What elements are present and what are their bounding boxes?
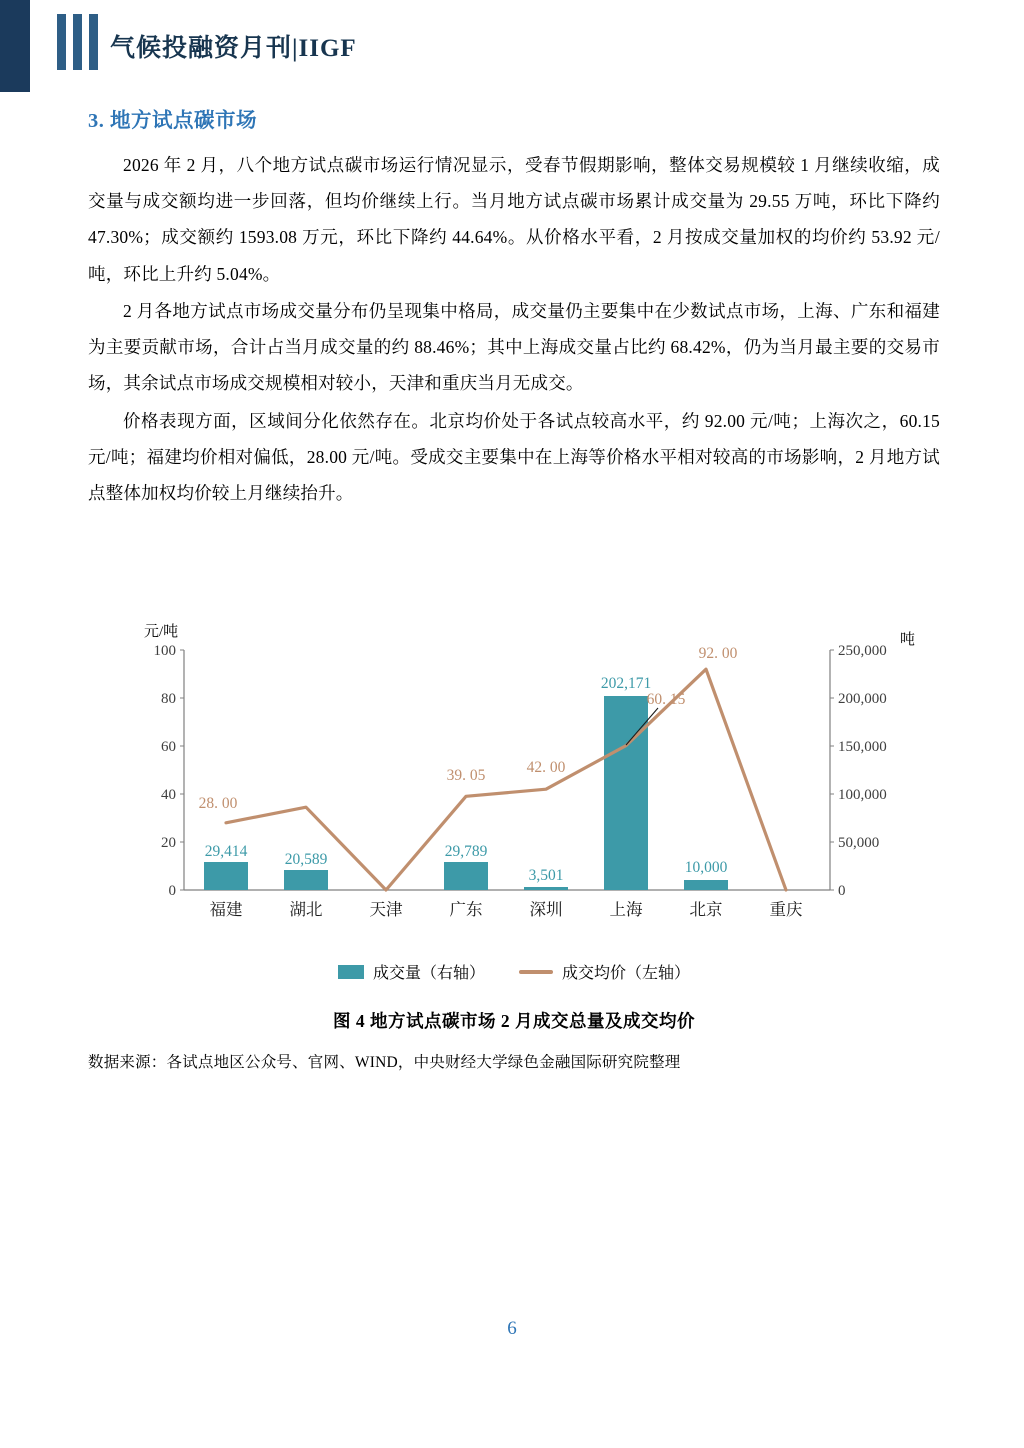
bar-label-hubei: 20,589: [284, 851, 328, 868]
paragraph-2: 2 月各地方试点市场成交量分布仍呈现集中格局，成交量仍主要集中在少数试点市场，上海、广东和福建为主要贡献市场，合计占当月成交量的约 88.46%；其中上海成交量占比约 68.42%，仍为当月最主要的交易市场，其余试点市场成交规模相对较小，天津和重庆当月无成交。: [88, 300, 940, 394]
bar-hubei: [284, 870, 328, 890]
bar-label-shenzhen: 3,501: [528, 867, 564, 884]
chart-canvas: [88, 620, 940, 960]
bar-label-guangdong: 29,789: [444, 843, 488, 860]
bar-label-shanghai: 202,171: [600, 675, 652, 692]
figure-chart: [88, 620, 940, 1000]
bar-label-beijing: 10,000: [684, 859, 728, 876]
category-label-1: 湖北: [289, 900, 323, 919]
svg-text:150,000: 150,000: [838, 739, 887, 755]
legend-item-volume: [338, 960, 485, 983]
left-axis-unit-label: 元/吨: [144, 624, 179, 640]
line-label-fujian: 28. 00: [198, 795, 238, 812]
header-left-accent-bar: [0, 0, 30, 92]
left-axis-ticks: [154, 643, 185, 899]
header-stripe-icon: [57, 14, 98, 70]
svg-text:100,000: 100,000: [838, 787, 887, 803]
figure-source-note: 数据来源：各试点地区公众号、官网、WIND，中央财经大学绿色金融国际研究院整理: [88, 1054, 681, 1071]
chart-legend: [88, 960, 940, 983]
page-number: 6: [507, 1318, 517, 1339]
page-header: [0, 0, 1024, 92]
svg-text:40: 40: [161, 787, 176, 803]
bar-fujian: [204, 862, 248, 890]
svg-text:80: 80: [161, 691, 176, 707]
line-label-shenzhen: 42. 00: [526, 759, 566, 776]
category-label-7: 重庆: [769, 900, 803, 919]
category-label-2: 天津: [369, 900, 403, 919]
svg-text:250,000: 250,000: [838, 643, 887, 659]
svg-text:0: 0: [168, 883, 176, 899]
bar-shenzhen: [524, 887, 568, 890]
legend-label-volume: 成交量（右轴）: [372, 965, 485, 982]
line-label-shanghai: 60. 15: [646, 691, 686, 708]
x-axis-category-labels: [210, 900, 803, 919]
bar-guangdong: [444, 862, 488, 890]
bar-beijing: [684, 880, 728, 890]
category-label-3: 广东: [449, 900, 483, 919]
svg-text:100: 100: [153, 643, 176, 659]
legend-item-avg-price: [519, 960, 690, 983]
category-label-6: 北京: [689, 900, 723, 919]
legend-bar-swatch-icon: [338, 965, 364, 979]
section-heading: 3. 地方试点碳市场: [88, 110, 257, 132]
header-title: 气候投融资月刊|IIGF: [110, 35, 357, 62]
svg-text:60: 60: [161, 739, 176, 755]
svg-text:50,000: 50,000: [838, 835, 880, 851]
svg-text:0: 0: [838, 883, 846, 899]
line-label-beijing: 92. 00: [698, 645, 738, 662]
bar-label-fujian: 29,414: [204, 843, 248, 860]
category-label-5: 上海: [609, 900, 643, 919]
line-value-labels: [199, 645, 738, 812]
svg-text:200,000: 200,000: [838, 691, 887, 707]
right-axis-unit-label: 吨: [899, 632, 915, 648]
line-label-guangdong: 39. 05: [446, 767, 486, 784]
legend-label-avg-price: 成交均价（左轴）: [562, 965, 691, 982]
paragraph-1: 2026 年 2 月，八个地方试点碳市场运行情况显示，受春节假期影响，整体交易规模较 1 月继续收缩，成交量与成交额均进一步回落，但均价继续上行。当月地方试点碳市场累计成交量为 29.55 万吨，环比下降约 47.30%；成交额约 1593.08 万元，环比下降约 44.64%。从价格水平看，2 月按成交量加权的均价约 53.92 元/吨，环比上升约 5.04%。: [88, 155, 940, 284]
category-label-0: 福建: [209, 900, 243, 919]
document-body: [88, 103, 940, 512]
figure-caption: 图 4 地方试点碳市场 2 月成交总量及成交均价: [333, 1011, 695, 1031]
right-axis-ticks: [830, 643, 887, 899]
legend-line-swatch-icon: [519, 970, 553, 974]
svg-text:20: 20: [161, 835, 176, 851]
paragraph-3: 价格表现方面，区域间分化依然存在。北京均价处于各试点较高水平，约 92.00 元/吨；上海次之，60.15 元/吨；福建均价相对偏低，28.00 元/吨。受成交主要集中在上海等价格水平相对较高的市场影响，2 月地方试点整体加权均价较上月继续抬升。: [88, 410, 940, 503]
bar-shanghai: [604, 696, 648, 890]
category-label-4: 深圳: [529, 900, 563, 919]
